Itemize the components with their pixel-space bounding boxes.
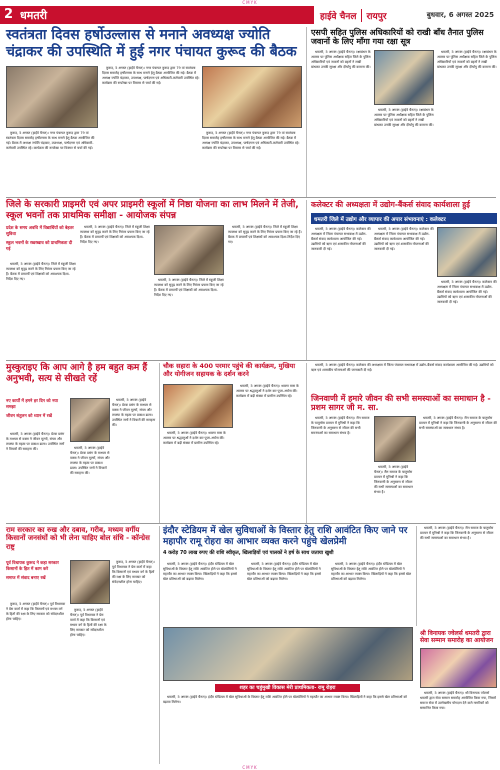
headline-jewellers: श्री विनायक ज्वेलर्स धमतरी द्वारा सेवा सम्मान समारोह का आयोजन — [420, 630, 494, 645]
strap-stadium: 4 करोड़ 70 लाख रुपए की राशि स्वीकृत, खिलाड़ियों एवं पालकों ने हर्ष के साथ जताया खुशी — [163, 550, 334, 556]
article-body-schools-cont2: धमतरी, 5 अगस्त (हाईवे चैनल)। जिले में स्कूली शिक्षा व्यवस्था को सुदृढ़ करने के लिए निरंतर प्रयास किए जा रहे हैं। बैठक में प्राचार्यों एवं शिक्षकों को आवश्यक दिशा-निर्देश दिए गए। — [154, 278, 224, 297]
article-body-smile-cont: धमतरी, 5 अगस्त (हाईवे चैनल)। प्रेरक प्रसंग के माध्यम से वक्ता ने जीवन मूल्यों, संयम और तपस्या के महत्व पर प्रकाश डाला। उपस्थित जनों ने विचारों की सराहना की। — [112, 398, 156, 427]
headline-independence-day: स्वतंत्रता दिवस हर्षोउल्लास से मनाने अवध्यक्ष ज्योति चंद्राकर की उपस्थिति में हुई नगर पंचायत कुरूद की बैठक — [6, 27, 297, 60]
photo-collector — [437, 227, 497, 277]
article-body-jinvani: धमतरी, 5 अगस्त (हाईवे चैनल)। जैन समाज के चातुर्मास प्रवचन में मुनिश्री ने कहा कि जिनवाणी के अनुसरण से जीवन की सभी समस्याओं का समाधान संभव है। — [311, 416, 370, 435]
bullet-item: पूर्व विधायक कुरूद ने कहा सरकार किसानों के हित में काम करे — [6, 560, 59, 571]
edition-date: बुधवार, 6 अगस्त 2025 — [426, 10, 494, 19]
article-body-independence-day-cont2: कुरूद, 5 अगस्त (हाईवे चैनल)। नगर पंचायत कुरूद द्वारा 79 वां स्वतंत्रता दिवस समारोह हर्षोल्लास के साथ मनाने हेतु बैठक आयोजित की गई। बैठक में अध्यक्ष ज्योति चंद्राकर, उपाध्यक्ष, पार्षदगण एवं अधिकारी-कर्मचारी उपस्थित रहे। कार्यक्रम की रूपरेखा पर विस्तार से चर्चा की गई। — [202, 131, 300, 150]
bullet-item: जीवन संतुलन को ध्यान में रखें — [6, 413, 52, 418]
headline-farmers: राम सरकार का रुख और दबाव, गरीब, मध्यम वर्गीय किसानों जनसंघों को भी लेना चाहिए बोल संधि - कॉन्ग्रेस राष्ट्र — [6, 526, 150, 551]
photo-meeting — [6, 66, 98, 128]
column-divider — [159, 363, 160, 523]
bullet-list-smile — [6, 398, 66, 419]
edition-place: रायपुर — [361, 9, 386, 22]
page-header — [0, 6, 500, 24]
section-divider — [6, 523, 496, 524]
bullet-list-farmers — [6, 560, 66, 581]
photo-council — [202, 66, 302, 128]
article-body-independence-day: कुरूद, 5 अगस्त (हाईवे चैनल)। नगर पंचायत कुरूद द्वारा 79 वां स्वतंत्रता दिवस समारोह हर्षोल्लास के साथ मनाने हेतु बैठक आयोजित की गई। बैठक में अध्यक्ष ज्योति चंद्राकर, उपाध्यक्ष, पार्षदगण एवं अधिकारी-कर्मचारी उपस्थित रहे। कार्यक्रम की रूपरेखा पर विस्तार से चर्चा की गई। — [102, 66, 200, 85]
article-body-jewellers: धमतरी, 5 अगस्त (हाईवे चैनल)। श्री विनायक ज्वेलर्स धमतरी द्वारा सेवा सम्मान समारोह आयोजित किया गया, जिसमें समाज सेवा में उल्लेखनीय योगदान देने वाले नागरिकों को सम्मानित किया गया। — [420, 691, 496, 710]
column-divider — [306, 27, 307, 197]
article-body-collector-cont: धमतरी, 5 अगस्त (हाईवे चैनल)। कलेक्टर की अध्यक्षता में जिला पंचायत सभाकक्ष में उद्योग-बैंकर्स संवाद कार्यशाला आयोजित की गई। उद्यमियों को ऋण एवं शासकीय योजनाओं की जानकारी दी गई। — [374, 227, 434, 251]
headline-stadium: इंदौर स्टेडियम में खेल सुविधाओं के विस्तार हेतु राशि आवंटित किए जाने पर महापौर रामू रोहरा का आभार व्यक्त करने पहुंचे खेलप्रेमी — [163, 526, 408, 547]
article-body-jinvani-cont: धमतरी, 5 अगस्त (हाईवे चैनल)। जैन समाज के चातुर्मास प्रवचन में मुनिश्री ने कहा कि जिनवाणी के अनुसरण से जीवन की सभी समस्याओं का समाधान संभव है। — [419, 416, 497, 430]
article-body-police-rakhi-cont2: धमतरी, 5 अगस्त (हाईवे चैनल)। रक्षाबंधन के अवसर पर पुलिस अधीक्षक सहित जिले के पुलिस अधिकारियों एवं जवानों को बहनों ने राखी बांधकर उनकी सुरक्षा और दीर्घायु की कामना की। — [437, 50, 497, 69]
photo-speaker — [70, 398, 110, 442]
column-divider — [416, 526, 417, 626]
article-body-stadium-cont2: धमतरी, 5 अगस्त (हाईवे चैनल)। इंदौर स्टेडियम में खेल सुविधाओं के विस्तार हेतु राशि आवंटित होने पर खेलप्रेमियों ने महापौर का आभार व्यक्त किया। खिलाड़ियों ने कहा कि इससे खेल प्रतिभाओं को बढ़ावा मिलेगा। — [331, 562, 412, 581]
bullet-item: समाज में संवाद बनाए रखें — [6, 575, 46, 580]
photo-ex-mla — [70, 560, 110, 604]
bullet-item: प्रदेश के समय अवधि में विद्यार्थियों को बेहतर सुविधा — [6, 225, 74, 236]
column-divider — [159, 526, 160, 764]
article-body-schools-cont3: धमतरी, 5 अगस्त (हाईवे चैनल)। जिले में स्कूली शिक्षा व्यवस्था को सुदृढ़ करने के लिए निरंतर प्रयास किए जा रहे हैं। बैठक में प्राचार्यों एवं शिक्षकों को आवश्यक दिशा-निर्देश दिए गए। — [228, 225, 302, 244]
article-body-collector-tail: धमतरी, 5 अगस्त (हाईवे चैनल)। कलेक्टर की अध्यक्षता में जिला पंचायत सभाकक्ष में उद्योग-बैंकर्स संवाद कार्यशाला आयोजित की गई। उद्यमियों को ऋण एवं शासकीय योजनाओं की जानकारी दी गई। — [311, 363, 494, 372]
article-body-farmers-cont2: कुरूद, 5 अगस्त (हाईवे चैनल)। पूर्व विधायक ने प्रेस वार्ता में कहा कि किसानों एवं मध्यम वर्ग के हितों की रक्षा के लिए सरकार को संवेदनशील होना चाहिए। — [112, 560, 155, 584]
headline-jinvani: जिनवाणी में हमारे जीवन की सभी समस्याओं का समाधान है - प्रशम सागर जी म. सा. — [311, 394, 491, 413]
article-body-farmers-cont: कुरूद, 5 अगस्त (हाईवे चैनल)। पूर्व विधायक ने प्रेस वार्ता में कहा कि किसानों एवं मध्यम वर्ग के हितों की रक्षा के लिए सरकार को संवेदनशील होना चाहिए। — [70, 608, 107, 637]
article-body-smile: धमतरी, 5 अगस्त (हाईवे चैनल)। प्रेरक प्रसंग के माध्यम से वक्ता ने जीवन मूल्यों, संयम और तपस्या के महत्व पर प्रकाश डाला। उपस्थित जनों ने विचारों की सराहना की। — [6, 432, 65, 451]
headline-darshan: चौक सहारा के 400 परमार पहुंचे की कार्यक्रम, मुखिया और योगीजन सहायक के दर्शन करने — [163, 362, 295, 378]
registration-mark-top: CMYK — [242, 0, 258, 5]
page-number: 2 — [4, 7, 14, 22]
photo-felicitation — [420, 648, 497, 688]
headline-police-rakhi: एसपी सहित पुलिस अधिकारियों को राखी बाँध तैनात पुलिस जवानों के लिए माँगा गया रक्षा सूत्र — [311, 28, 484, 47]
article-body-police-rakhi: धमतरी, 5 अगस्त (हाईवे चैनल)। रक्षाबंधन के अवसर पर पुलिस अधीक्षक सहित जिले के पुलिस अधिकारियों एवं जवानों को बहनों ने राखी बांधकर उनकी सुरक्षा और दीर्घायु की कामना की। — [311, 50, 371, 69]
article-body-darshan: धमतरी, 5 अगस्त (हाईवे चैनल)। श्रावण मास के अवसर पर श्रद्धालुओं ने दर्शन कर पूजा-अर्चना की। कार्यक्रम में बड़ी संख्या में ग्रामीण उपस्थित रहे। — [163, 431, 226, 445]
article-body-independence-day-cont: कुरूद, 5 अगस्त (हाईवे चैनल)। नगर पंचायत कुरूद द्वारा 79 वां स्वतंत्रता दिवस समारोह हर्षोल्लास के साथ मनाने हेतु बैठक आयोजित की गई। बैठक में अध्यक्ष ज्योति चंद्राकर, उपाध्यक्ष, पार्षदगण एवं अधिकारी-कर्मचारी उपस्थित रहे। कार्यक्रम की रूपरेखा पर विस्तार से चर्चा की गई। — [6, 131, 95, 150]
section-divider — [6, 197, 496, 198]
bullet-item: नए कार्यों में हमने हर दिन को नया समझा — [6, 398, 58, 409]
article-body-farmers: कुरूद, 5 अगस्त (हाईवे चैनल)। पूर्व विधायक ने प्रेस वार्ता में कहा कि किसानों एवं मध्यम वर्ग के हितों की रक्षा के लिए सरकार को संवेदनशील होना चाहिए। — [6, 602, 66, 621]
column-divider — [306, 363, 307, 523]
headline-collector-workshop: कलेक्टर की अध्यक्षता में उद्योग-बैंकर्स संवाद कार्यशाला हुई — [311, 200, 470, 209]
article-body-jinvani-cont2: धमतरी, 5 अगस्त (हाईवे चैनल)। जैन समाज के चातुर्मास प्रवचन में मुनिश्री ने कहा कि जिनवाणी के अनुसरण से जीवन की सभी समस्याओं का समाधान संभव है। — [374, 465, 413, 494]
article-body-schools: धमतरी, 5 अगस्त (हाईवे चैनल)। जिले में स्कूली शिक्षा व्यवस्था को सुदृढ़ करने के लिए निरंतर प्रयास किए जा रहे हैं। बैठक में प्राचार्यों एवं शिक्षकों को आवश्यक दिशा-निर्देश दिए गए। — [6, 262, 76, 281]
photo-muni — [374, 416, 416, 462]
article-body-smile-cont2: धमतरी, 5 अगस्त (हाईवे चैनल)। प्रेरक प्रसंग के माध्यम से वक्ता ने जीवन मूल्यों, संयम और तपस्या के महत्व पर प्रकाश डाला। उपस्थित जनों ने विचारों की सराहना की। — [70, 446, 110, 475]
photo-players — [163, 627, 413, 681]
article-body-darshan-cont: धमतरी, 5 अगस्त (हाईवे चैनल)। श्रावण मास के अवसर पर श्रद्धालुओं ने दर्शन कर पूजा-अर्चना की। कार्यक्रम में बड़ी संख्या में ग्रामीण उपस्थित रहे। — [236, 384, 299, 398]
subhead-collector-workshop: धमतरी जिले में उद्योग और व्यापार की अपार संभावनाएं : कलेक्टर — [311, 213, 497, 224]
column-divider — [306, 200, 307, 360]
article-body-schools-cont: धमतरी, 5 अगस्त (हाईवे चैनल)। जिले में स्कूली शिक्षा व्यवस्था को सुदृढ़ करने के लिए निरंतर प्रयास किए जा रहे हैं। बैठक में प्राचार्यों एवं शिक्षकों को आवश्यक दिशा-निर्देश दिए गए। — [80, 225, 150, 244]
masthead — [314, 6, 500, 24]
section-divider — [6, 360, 496, 361]
photo-school-meeting — [154, 225, 224, 275]
photo-caption-stadium: शहर का चहुंमुखी विकास मेरी प्राथमिकता- रामू रोहरा — [215, 684, 360, 692]
article-body-stadium-bottom: धमतरी, 5 अगस्त (हाईवे चैनल)। इंदौर स्टेडियम में खेल सुविधाओं के विस्तार हेतु राशि आवंटित होने पर खेलप्रेमियों ने महापौर का आभार व्यक्त किया। खिलाड़ियों ने कहा कि इससे खेल प्रतिभाओं को बढ़ावा मिलेगा। — [163, 695, 407, 704]
bullet-list-schools — [6, 225, 76, 252]
bullet-item: स्कूल भवनों के रखरखाव को प्राथमिकता दी गई — [6, 240, 73, 251]
article-body-jinvani-tail: धमतरी, 5 अगस्त (हाईवे चैनल)। जैन समाज के चातुर्मास प्रवचन में मुनिश्री ने कहा कि जिनवाणी के अनुसरण से जीवन की सभी समस्याओं का समाधान संभव है। — [420, 526, 494, 540]
headline-schools: जिले के सरकारी प्राइमरी एवं अपर प्राइमरी स्कूलों में निष्ठा योजना का लाभ मिलने में तेजी, स्कूल भवनों तक प्राथमिक समीक्षा - आयोजक संपन्न — [6, 200, 299, 221]
headline-smile: मुस्कुराइए कि आप आगे है हम बहुत कम हैं अनुभवी, सत्य से सीखते रहें — [6, 363, 148, 384]
photo-rakhi — [374, 50, 434, 105]
article-body-stadium-cont: धमतरी, 5 अगस्त (हाईवे चैनल)। इंदौर स्टेडियम में खेल सुविधाओं के विस्तार हेतु राशि आवंटित होने पर खेलप्रेमियों ने महापौर का आभार व्यक्त किया। खिलाड़ियों ने कहा कि इससे खेल प्रतिभाओं को बढ़ावा मिलेगा। — [247, 562, 321, 581]
article-body-collector-cont2: धमतरी, 5 अगस्त (हाईवे चैनल)। कलेक्टर की अध्यक्षता में जिला पंचायत सभाकक्ष में उद्योग-बैंकर्स संवाद कार्यशाला आयोजित की गई। उद्यमियों को ऋण एवं शासकीय योजनाओं की जानकारी दी गई। — [437, 280, 497, 304]
photo-devotees — [163, 384, 233, 428]
section-title: धमतरी — [20, 9, 47, 22]
brand-name: हाईवे चैनल — [320, 11, 357, 22]
registration-mark-bottom: CMYK — [242, 765, 258, 770]
article-body-stadium: धमतरी, 5 अगस्त (हाईवे चैनल)। इंदौर स्टेडियम में खेल सुविधाओं के विस्तार हेतु राशि आवंटित होने पर खेलप्रेमियों ने महापौर का आभार व्यक्त किया। खिलाड़ियों ने कहा कि इससे खेल प्रतिभाओं को बढ़ावा मिलेगा। — [163, 562, 237, 581]
article-body-collector: धमतरी, 5 अगस्त (हाईवे चैनल)। कलेक्टर की अध्यक्षता में जिला पंचायत सभाकक्ष में उद्योग-बैंकर्स संवाद कार्यशाला आयोजित की गई। उद्यमियों को ऋण एवं शासकीय योजनाओं की जानकारी दी गई। — [311, 227, 371, 251]
article-body-police-rakhi-cont: धमतरी, 5 अगस्त (हाईवे चैनल)। रक्षाबंधन के अवसर पर पुलिस अधीक्षक सहित जिले के पुलिस अधिकारियों एवं जवानों को बहनों ने राखी बांधकर उनकी सुरक्षा और दीर्घायु की कामना की। — [374, 108, 434, 127]
